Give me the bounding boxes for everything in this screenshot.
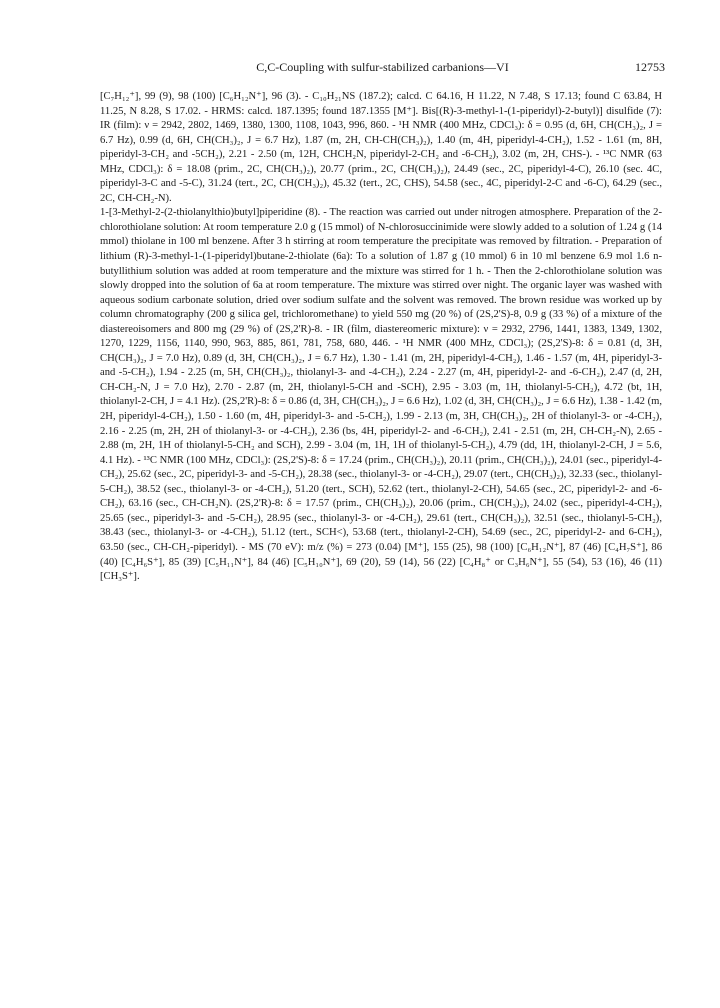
page-number: 12753 <box>635 60 665 74</box>
paragraph-piperidine-8: 1-[3-Methyl-2-(2-thiolanylthio)butyl]piperidine (8). - The reaction was carried out under nitrogen atmosphere. Preparation of the 2-chlorothiolane solution: At room temperature 2.0 g (15 mmol) of N-chlorosuccinimide were slowly added to a solution of 1.24 g (14 mmol) thiolane in 100 ml benzene. After 3 h stirring at room temperature the precipitate was removed by filtration. - Preparation of lithium (R)-3-methyl-1-(1-piperidyl)butane-2-thiolate (6a): To a solution of 1.87 g (10 mmol) 6 in 10 ml benzene 6.9 mol 1.6 n-butyllithium solution was added at room temperature and the mixture was stirred for 1 h. - Then the 2-chlorothiolane solution was slowly dropped into the solution of 6a at room temperature. The mixture was stirred over night. The organic layer was washed with aqueous sodium carbonate solution, dried over sodium sulfate and the solvent was removed. The brown residue was worked up by column chromatography (200 g silica gel, trichloromethane) to yield 550 mg (20 %) of (2S,2'S)-8, 0.9 g (33 %) of a mixture of the diastereoisomers and 800 mg (29 %) of (2S,2'R)-8. - IR (film, diastereomeric mixture): ν = 2932, 2796, 1441, 1383, 1349, 1302, 1270, 1229, 1156, 1140, 990, 963, 885, 861, 781, 758, 680, 446. - ¹H NMR (400 MHz, CDCl₃); (2S,2'S)-8: δ = 0.81 (d, 3H, CH(CH₃)₂, J = 7.0 Hz), 0.89 (d, 3H, CH(CH₃)₂, J = 6.7 Hz), 1.30 - 1.41 (m, 2H, piperidyl-4-CH₂), 1.46 - 1.57 (m, 4H, piperidyl-3- and -5-CH₂), 1.94 - 2.25 (m, 5H, CH(CH₃)₂, thiolanyl-3- and -4-CH₂), 2.24 - 2.27 (m, 4H, piperidyl-2- and -6-CH₂), 2.47 (d, 2H, CH-CH₂-N, J = 7.0 Hz), 2.70 - 2.87 (m, 2H, thiolanyl-5-CH and -SCH), 2.95 - 3.03 (m, 1H, thiolanyl-5-CH₂), 4.72 (bt, 1H, thiolanyl-2-CH, J = 4.1 Hz). (2S,2'R)-8: δ = 0.86 (d, 3H, CH(CH₃)₂, J = 6.6 Hz), 1.02 (d, 3H, CH(CH₃)₂, J = 6.6 Hz), 1.38 - 1.42 (m, 2H, piperidyl-4-CH₂), 1.50 - 1.60 (m, 4H, piperidyl-3- and -5-CH₂), 1.99 - 2.13 (m, 3H, CH(CH₃)₂, 2H of thiolanyl-3- or -4-CH₂), 2.16 - 2.25 (m, 2H, 2H of thiolanyl-3- or -4-CH₂), 2.36 (bs, 4H, piperidyl-2- and -6-CH₂), 2.41 - 2.51 (m, 2H, CH-CH₂-N), 2.65 - 2.88 (m, 2H, 1H of thiolanyl-5-CH₂ and SCH), 2.99 - 3.04 (m, 1H, 1H of thiolanyl-5-CH₂), 4.79 (dd, 1H, thiolanyl-2-CH, J = 5.6, 4.1 Hz). - ¹³C NMR (100 MHz, CDCl₃): (2S,2'S)-8: δ = 17.24 (prim., CH(CH₃)₂), 20.11 (prim., CH(CH₃)₂), 24.01 (sec., piperidyl-4-CH₂), 25.62 (sec., 2C, piperidyl-3- and -5-CH₂), 28.38 (sec., thiolanyl-3- or -4-CH₂), 29.07 (tert., CH(CH₃)₂), 32.33 (sec., thiolanyl-5-CH₂), 38.52 (sec., thiolanyl-3- or -4-CH₂), 51.20 (tert., SCH), 52.62 (tert., thiolanyl-2-CH), 54.65 (sec., 2C, piperidyl-2- and -6-CH₂), 63.16 (sec., CH-CH₂N). (2S,2'R)-8: δ = 17.57 (prim., CH(CH₃)₂), 20.06 (prim., CH(CH₃)₂), 24.02 (sec., piperidyl-4-CH₂), 25.65 (sec., piperidyl-3- and -5-CH₂), 28.95 (sec., thiolanyl-3- or -4-CH₂), 29.61 (tert., CH(CH₃)₂), 32.51 (sec., thiolanyl-5-CH₂), 38.43 (sec., thiolanyl-3- or -4-CH₂), 51.12 (tert., SCH<), 53.68 (tert., thiolanyl-2-CH), 54.69 (sec., 2C, piperidyl-2- and 6-CH₂), 63.50 (sec., CH-CH₂-piperidyl). - MS (70 eV): m/z (%) = 273 (0.04) [M⁺], 155 (25), 98 (100) [C₆H₁₂N⁺], 87 (46) [C₄H₇S⁺], 86 (40) [C₄H₆S⁺], 85 (39) [C₅H₁₁N⁺], 84 (46) [C₅H₁₀N⁺], 69 (20), 59 (14), 56 (22) [C₄H₈⁺ or C₃H₆N⁺], 55 (54), 53 (16), 46 (11) [CH₃S⁺]. <box>100 207 662 583</box>
running-title: C,C-Coupling with sulfur-stabilized carbanions—VI <box>256 60 509 74</box>
paragraph-disulfide-data: [C₇H₁₂⁺], 99 (9), 98 (100) [C₆H₁₂N⁺], 96 (3). - C₁₀H₂₁NS (187.2); calcd. C 64.16, H 11.22, N 7.48, S 17.13; found C 63.84, H 11.25, N 8.28, S 17.02. - HRMS: calcd. 187.1395; found 187.1355 [M⁺]. Bis[(R)-3-methyl-1-(1-piperidyl)-2-butyl)] disulfide (7): IR (film): ν = 2942, 2802, 1469, 1380, 1300, 1108, 1043, 996, 860. - ¹H NMR (400 MHz, CDCl₃): δ = 0.95 (d, 6H, CH(CH₃)₂, J = 6.7 Hz), 0.99 (d, 6H, CH(CH₃)₂, J = 6.7 Hz), 1.87 (m, 2H, CH-CH(CH₃)₂), 1.40 (m, 4H, piperidyl-4-CH₂), 1.52 - 1.61 (m, 8H, piperidyl-3-CH₂ and -5CH₂), 2.21 - 2.50 (m, 12H, CHCH₂N, piperidyl-2-CH₂ and -6-CH₂), 3.02 (m, 2H, CHS-). - ¹³C NMR (63 MHz, CDCl₃): δ = 18.08 (prim., 2C, CH(CH₃)₂), 20.77 (prim., 2C, CH(CH₃)₂), 24.49 (sec., 2C, piperidyl-4-C), 26.10 (sec. 4C, piperidyl-3-C and -5-C), 31.24 (tert., 2C, CH(CH₃)₂), 45.32 (tert., 2C, CHS), 54.58 (sec., 4C, piperidyl-2-C and -6-C), 64.29 (sec., 2C, CH-CH₂-N). <box>100 91 662 204</box>
page-header <box>100 60 665 76</box>
body-text <box>100 90 662 585</box>
